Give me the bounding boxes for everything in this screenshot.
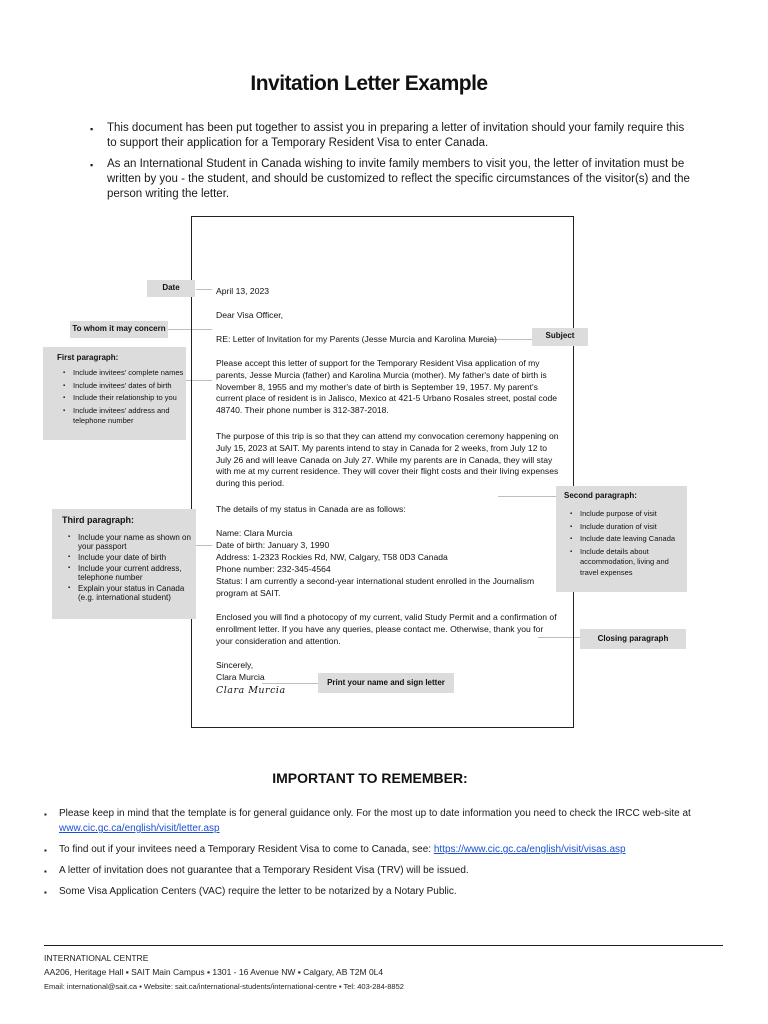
callout-second-paragraph-item: ▪ Include duration of visit bbox=[564, 522, 687, 533]
visa-requirements-link[interactable]: https://www.cic.gc.ca/english/visit/visas.asp bbox=[433, 844, 626, 855]
callout-first-paragraph-title: First paragraph: bbox=[57, 353, 119, 362]
callout-date bbox=[147, 280, 195, 297]
letter-subject: RE: Letter of Invitation for my Parents (Jesse Murcia and Karolina Murcia) bbox=[216, 334, 497, 344]
callout-closing-paragraph-label: Closing paragraph bbox=[597, 634, 669, 643]
letter-signoff: Sincerely, bbox=[216, 660, 254, 670]
callout-closing-paragraph bbox=[580, 629, 686, 649]
callout-second-paragraph-item: ▪ Include date leaving Canada bbox=[564, 534, 687, 545]
letter-salutation: Dear Visa Officer, bbox=[216, 310, 284, 320]
important-title: IMPORTANT TO REMEMBER: bbox=[272, 770, 468, 786]
footer-org: INTERNATIONAL CENTRE bbox=[44, 953, 149, 963]
letter-date: April 13, 2023 bbox=[216, 286, 270, 296]
intro-list bbox=[90, 121, 690, 208]
important-item-text: Please keep in mind that the template is for general guidance only. For the most up to date information you need to check the IRCC web-site at bbox=[59, 808, 691, 819]
callout-third-paragraph-item: ▪ Include your current address, telephone number bbox=[62, 564, 196, 582]
letter-paragraph-1: Please accept this letter of support for the Temporary Resident Visa application of my parents, Jesse Murcia (father) and Karolina Murcia (mother). My father's date of birth is November 8, 1955 and my mother's date of birth is September 19, 1957. My parent's current place of resident is in Jalisco, Mexico at 421-5 Urbano Rosales street, postal code 48740. Their phone number is 312-387-2018. bbox=[216, 358, 558, 416]
intro-item: ▪ As an International Student in Canada wishing to invite family members to visit you, the letter of invitation must be written by you - the student, and should be customized to reflect the specific circumstances of the visitor(s) and the person writing the letter. bbox=[90, 157, 690, 202]
callout-date-label: Date bbox=[162, 283, 180, 292]
footer-address: AA206, Heritage Hall ▪ SAIT Main Campus ▪ 1301 - 16 Avenue NW ▪ Calgary, AB T2M 0L4 bbox=[44, 967, 384, 977]
callout-third-paragraph-title: Third paragraph: bbox=[62, 515, 135, 525]
important-list bbox=[44, 806, 724, 905]
letter-phone: Phone number: 232-345-4564 bbox=[216, 564, 331, 574]
callout-to-whom-label: To whom it may concern bbox=[72, 324, 166, 333]
letter-guidance-link[interactable]: www.cic.gc.ca/english/visit/letter.asp bbox=[59, 823, 220, 834]
callout-first-paragraph-item: ▪ Include their relationship to you bbox=[57, 393, 186, 404]
callout-print-name-label: Print your name and sign letter bbox=[327, 678, 445, 687]
letter-signer: Clara Murcia bbox=[216, 672, 265, 682]
footer-contact: Email: international@sait.ca ▪ Website: sait.ca/international-students/international-centre ▪ Tel: 403-284-8852 bbox=[44, 982, 404, 991]
important-item bbox=[44, 842, 724, 857]
important-item bbox=[44, 806, 724, 836]
letter-name: Name: Clara Murcia bbox=[216, 528, 293, 538]
letter-closing: Enclosed you will find a photocopy of my current, valid Study Permit and a confirmation of enrollment letter. If you have any queries, please contact me. Otherwise, thank you for your consideration and attention. bbox=[216, 612, 557, 646]
letter-paragraph-2: The purpose of this trip is so that they can attend my convocation ceremony happening on July 15, 2023 at SAIT. My parents intend to stay in Canada for 2 weeks, from July 12 to July 26 and will leave Canada on July 27. While my parents are in Canada, they will stay with me at my current residence. They will cover their flight costs and their living expenses during this period. bbox=[216, 431, 559, 489]
callout-first-paragraph-item: ▪ Include invitees' dates of birth bbox=[57, 381, 186, 392]
callout-second-paragraph bbox=[556, 486, 687, 592]
callout-third-paragraph-item: ▪ Include your name as shown on your passport bbox=[62, 533, 196, 551]
callout-second-paragraph-title: Second paragraph: bbox=[564, 491, 637, 500]
callout-third-paragraph-item: ▪ Explain your status in Canada (e.g. international student) bbox=[62, 584, 196, 602]
callout-subject bbox=[532, 328, 588, 346]
callout-first-paragraph-item: ▪ Include invitees' complete names bbox=[57, 368, 186, 379]
callout-to-whom bbox=[70, 321, 168, 338]
important-item: ▪ A letter of invitation does not guarantee that a Temporary Resident Visa (TRV) will be issued. bbox=[44, 863, 724, 878]
important-item-text: To find out if your invitees need a Temporary Resident Visa to come to Canada, see: bbox=[59, 844, 434, 855]
callout-third-paragraph-item: ▪ Include your date of birth bbox=[62, 553, 196, 562]
intro-item: ▪ This document has been put together to assist you in preparing a letter of invitation should your family require this to support their application for a Temporary Resident Visa to enter Canada. bbox=[90, 121, 690, 151]
important-item: ▪ Some Visa Application Centers (VAC) require the letter to be notarized by a Notary Public. bbox=[44, 884, 724, 899]
callout-first-paragraph-item: ▪ Include invitees' address and telephone number bbox=[57, 406, 186, 427]
letter-details-intro: The details of my status in Canada are as follows: bbox=[216, 504, 406, 514]
signature: Clara Murcia bbox=[216, 685, 286, 696]
callout-first-paragraph bbox=[43, 347, 186, 440]
callout-subject-label: Subject bbox=[545, 331, 575, 340]
letter-address: Address: 1-2323 Rockies Rd, NW, Calgary, T58 0D3 Canada bbox=[216, 552, 448, 562]
letter-status: Status: I am currently a second-year international student enrolled in the Journalism program at SAIT. bbox=[216, 576, 535, 598]
letter-dob: Date of birth: January 3, 1990 bbox=[216, 540, 330, 550]
callout-third-paragraph bbox=[52, 509, 196, 619]
footer-divider bbox=[44, 945, 723, 946]
callout-second-paragraph-item: ▪ Include purpose of visit bbox=[564, 509, 687, 520]
page-title: Invitation Letter Example bbox=[250, 72, 488, 95]
callout-print-name bbox=[318, 673, 454, 693]
callout-second-paragraph-item: ▪ Include details about accommodation, living and travel expenses bbox=[564, 547, 687, 579]
